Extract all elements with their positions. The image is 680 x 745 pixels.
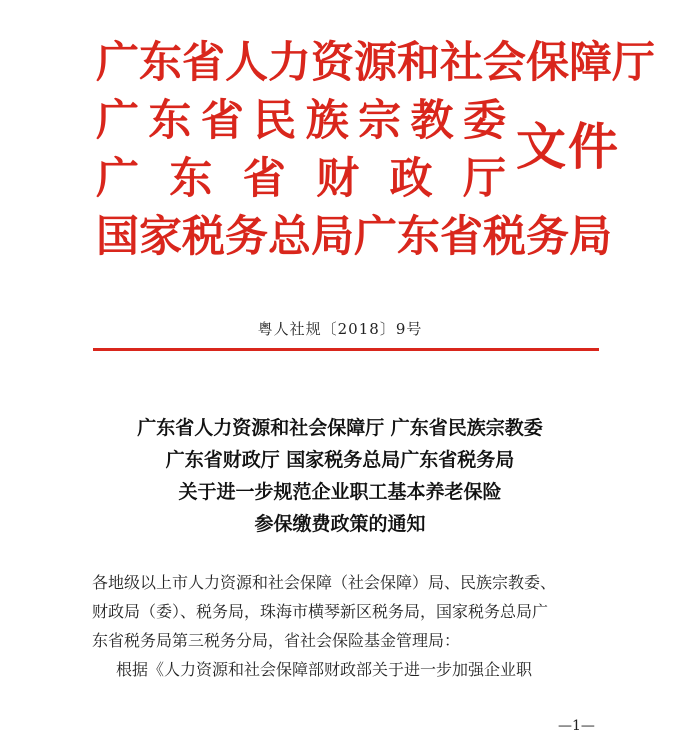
page-number: —1— [558, 718, 595, 734]
issuer-character: 省 [200, 96, 244, 146]
issuer-character: 政 [389, 154, 433, 204]
issuer-character: 力 [268, 38, 311, 88]
issuer-character: 家 [139, 212, 182, 262]
issuer-character: 税 [182, 212, 225, 262]
document-label: 文件 [516, 117, 620, 176]
issuer-character: 东 [139, 38, 182, 88]
issuer-character: 教 [410, 96, 454, 146]
addressee-line: 东省税务局第三税务分局，省社会保险基金管理局： [92, 631, 461, 650]
issuer-finance-department [96, 150, 506, 208]
issuer-character: 宗 [358, 96, 402, 146]
issuer-character: 广 [96, 154, 139, 204]
issuer-character: 税 [483, 212, 526, 262]
issuer-character: 东 [148, 96, 192, 146]
issuer-character: 省 [242, 154, 286, 204]
issuer-character: 和 [397, 38, 440, 88]
title-line: 关于进一步规范企业职工基本养老保险 [178, 481, 502, 503]
issuer-character: 厅 [612, 38, 655, 88]
body-text [92, 568, 604, 684]
addressee-line: 各地级以上市人力资源和社会保障（社会保障）局、民族宗教委、 [92, 573, 557, 592]
issuer-character: 源 [354, 38, 397, 88]
issuer-character: 广 [96, 96, 139, 146]
issuer-character: 会 [483, 38, 526, 88]
title-line: 广东省人力资源和社会保障厅 广东省民族宗教委 [137, 417, 543, 439]
issuer-character: 资 [311, 38, 354, 88]
issuer-character: 国 [96, 212, 139, 262]
issuer-character: 务 [225, 212, 268, 262]
issuer-character: 族 [305, 96, 349, 146]
issuer-character: 障 [569, 38, 612, 88]
issuer-character: 东 [169, 154, 213, 204]
notice-title [0, 412, 680, 540]
issuer-character: 总 [268, 212, 311, 262]
issuer-character: 省 [182, 38, 225, 88]
issuer-character: 委 [462, 96, 506, 146]
issuer-character: 财 [316, 154, 360, 204]
issuer-tax-bureau [96, 208, 612, 266]
issuer-character: 广 [354, 212, 397, 262]
red-divider-line [93, 348, 599, 351]
issuer-character: 东 [397, 212, 440, 262]
issuer-character: 局 [311, 212, 354, 262]
document-number: 粤人社规〔2018〕9号 [257, 320, 423, 338]
issuer-character: 社 [440, 38, 483, 88]
issuer-character: 省 [440, 212, 483, 262]
title-line: 广东省财政厅 国家税务总局广东省税务局 [165, 449, 515, 471]
issuer-character: 局 [569, 212, 612, 262]
issuer-character: 保 [526, 38, 569, 88]
issuer-character: 广 [96, 38, 139, 88]
issuer-character: 厅 [462, 154, 506, 204]
paragraph-line: 根据《人力资源和社会保障部财政部关于进一步加强企业职 [116, 660, 533, 679]
addressee-line: 财政局（委）、税务局，珠海市横琴新区税务局，国家税务总局广 [92, 602, 549, 621]
issuer-character: 人 [225, 38, 268, 88]
issuer-ethnic-religious-commission [96, 92, 506, 150]
title-line: 参保缴费政策的通知 [254, 513, 426, 535]
issuer-hrss-department [96, 34, 655, 92]
issuer-character: 务 [526, 212, 569, 262]
issuer-character: 民 [253, 96, 297, 146]
